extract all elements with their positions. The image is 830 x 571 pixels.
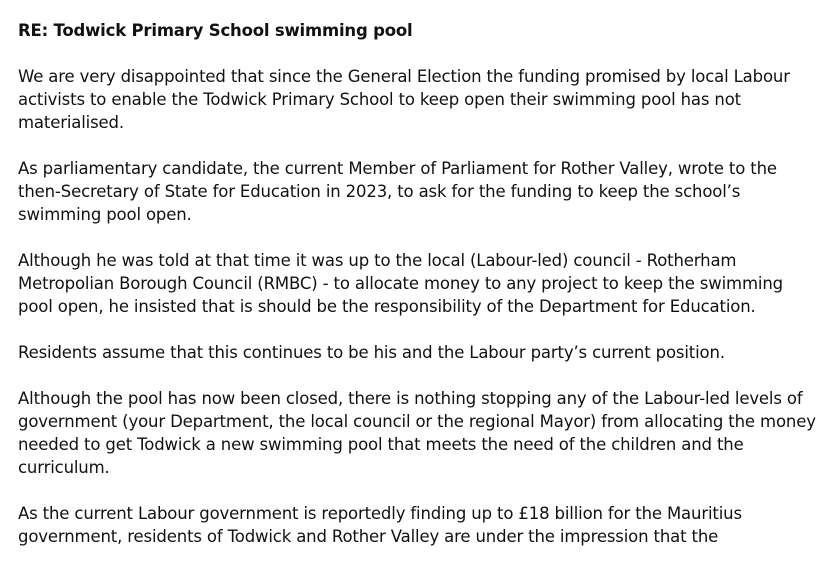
letter-heading: RE: Todwick Primary School swimming pool (18, 21, 413, 40)
paragraph-pool-closed: Although the pool has now been closed, there is nothing stopping any of the Labour-led levels of government (your Department, the local council or the regional Mayor) from allocating the money needed to get Todwick a new swimming pool that meets the need of the children and the curriculum. (18, 389, 816, 477)
paragraph-mp-letter: As parliamentary candidate, the current Member of Parliament for Rother Valley, wrote to the then-Secretary of State for Education in 2023, to ask for the funding to keep the school’s swimming pool open. (18, 159, 777, 224)
paragraph-mauritius-funding: As the current Labour government is reportedly finding up to £18 billion for the Mauritius government, residents of Todwick and Rother Valley are under the impression that the (18, 504, 742, 546)
letter-body (18, 19, 818, 571)
paragraph-residents-assume: Residents assume that this continues to be his and the Labour party’s current position. (18, 343, 725, 362)
paragraph-funding-not-materialised: We are very disappointed that since the General Election the funding promised by local Labour activists to enable the Todwick Primary School to keep open their swimming pool has not materialised. (18, 67, 790, 132)
paragraph-council-responsibility: Although he was told at that time it was up to the local (Labour-led) council - Rotherham Metropolian Borough Council (RMBC) - to allocate money to any project to keep the swimming pool open, he insisted that is should be the responsibility of the Department for Education. (18, 251, 783, 316)
